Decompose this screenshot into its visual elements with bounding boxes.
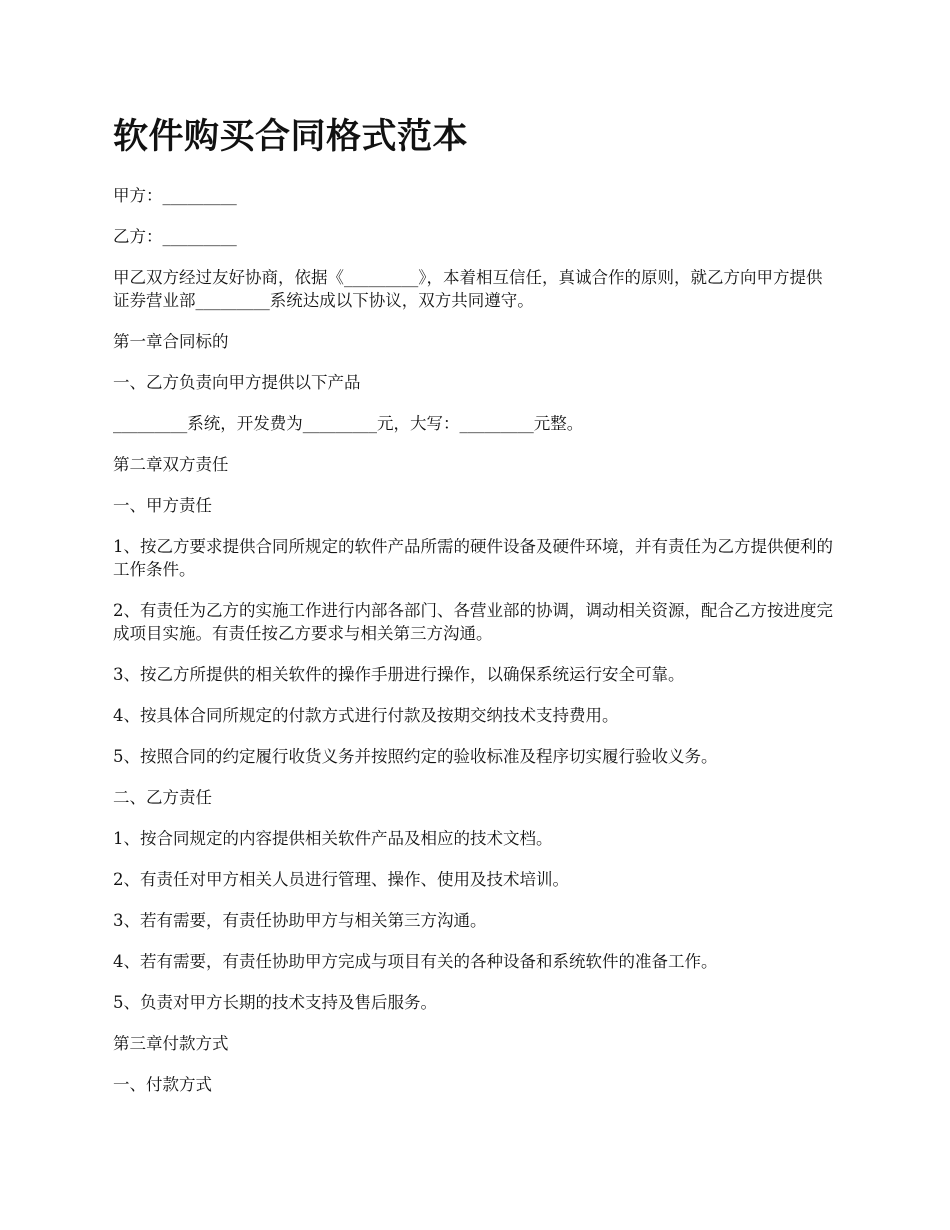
party-b-line: 乙方：_________ bbox=[113, 227, 237, 246]
party-a-duties-heading: 一、甲方责任 bbox=[113, 496, 212, 515]
party-a-duty-3: 3、按乙方所提供的相关软件的操作手册进行操作，以确保系统运行安全可靠。 bbox=[113, 665, 685, 684]
chapter-3-heading: 第三章付款方式 bbox=[113, 1034, 229, 1053]
party-b-duty-2: 2、有责任对甲方相关人员进行管理、操作、使用及技术培训。 bbox=[113, 870, 569, 889]
party-a-duty-2: 2、有责任为乙方的实施工作进行内部各部门、各营业部的协调，调动相关资源，配合乙方按进度完成项目实施。有责任按乙方要求与相关第三方沟通。 bbox=[113, 601, 833, 643]
party-a-line: 甲方：_________ bbox=[113, 186, 237, 205]
party-b-duty-1: 1、按合同规定的内容提供相关软件产品及相应的技术文档。 bbox=[113, 829, 553, 848]
section-heading: 一、乙方负责向甲方提供以下产品 bbox=[113, 373, 361, 392]
preamble-paragraph: 甲乙双方经过友好协商，依据《_________》，本着相互信任，真诚合作的原则，就乙方向甲方提供证券营业部_________系统达成以下协议，双方共同遵守。 bbox=[113, 268, 823, 310]
document-page bbox=[113, 112, 838, 1114]
document-title: 软件购买合同格式范本 bbox=[113, 116, 469, 157]
party-b-duty-5: 5、负责对甲方长期的技术支持及售后服务。 bbox=[113, 993, 437, 1012]
payment-method-heading: 一、付款方式 bbox=[113, 1075, 212, 1094]
party-a-duty-1: 1、按乙方要求提供合同所规定的软件产品所需的硬件设备及硬件环境，并有责任为乙方提供便利的工作条件。 bbox=[113, 537, 833, 579]
party-b-duties-heading: 二、乙方责任 bbox=[113, 788, 212, 807]
party-a-duty-5: 5、按照合同的约定履行收货义务并按照约定的验收标准及程序切实履行验收义务。 bbox=[113, 747, 718, 766]
chapter-2-heading: 第二章双方责任 bbox=[113, 455, 229, 474]
party-b-duty-3: 3、若有需要，有责任协助甲方与相关第三方沟通。 bbox=[113, 911, 487, 930]
party-b-duty-4: 4、若有需要，有责任协助甲方完成与项目有关的各种设备和系统软件的准备工作。 bbox=[113, 952, 718, 971]
chapter-1-heading: 第一章合同标的 bbox=[113, 332, 229, 351]
party-a-duty-4: 4、按具体合同所规定的付款方式进行付款及按期交纳技术支持费用。 bbox=[113, 706, 619, 725]
product-fee-line: _________系统，开发费为_________元，大写：_________元整。 bbox=[113, 414, 584, 433]
